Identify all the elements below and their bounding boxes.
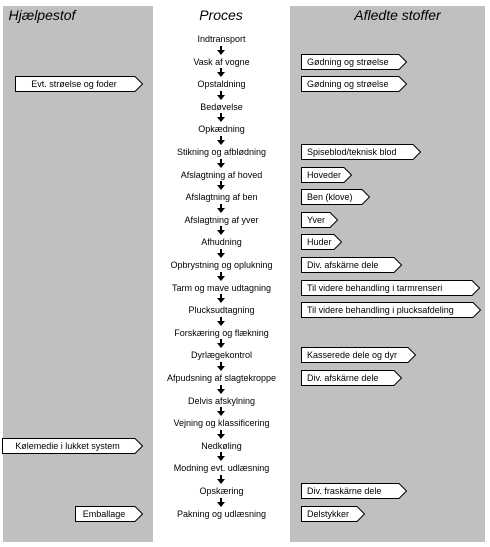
byproduct-output-tag [301, 370, 402, 386]
process-step: Opstaldning [197, 79, 246, 90]
tag-label: Ben (klove) [307, 192, 353, 203]
header-process: Proces [199, 7, 243, 23]
down-arrow-icon [217, 181, 225, 189]
byproduct-output-tag [301, 54, 407, 70]
byproduct-output-tag [301, 144, 421, 160]
tag-label: Yver [307, 214, 326, 225]
process-step: Bedøvelse [200, 101, 243, 112]
tag-label: Hoveder [307, 169, 342, 180]
tag-label: Gødning og strøelse [307, 79, 389, 90]
header-byproducts: Afledte stoffer [354, 7, 441, 23]
tag-label: Emballage [82, 508, 126, 519]
tag-label: Til videre behandling i plucksafdeling [307, 305, 454, 316]
down-arrow-icon [217, 498, 225, 506]
process-step: Afpudsning af slagtekroppe [166, 373, 277, 383]
byproduct-output-tag [301, 257, 402, 273]
tag-label: Spiseblod/teknisk blod [307, 147, 397, 157]
byproduct-output-tag [301, 347, 416, 363]
down-arrow-icon [217, 430, 225, 438]
tag-label: Huder [307, 237, 332, 248]
down-arrow-icon [217, 113, 225, 121]
tag-label: Div. afskärne dele [307, 260, 379, 270]
process-step: Stikning og afblødning [176, 147, 267, 157]
byproduct-output-tag [301, 189, 370, 205]
process-step: Afslagtning af ben [185, 192, 258, 203]
down-arrow-icon [217, 475, 225, 483]
down-arrow-icon [217, 339, 225, 347]
tag-label: Div. afskärne dele [307, 373, 379, 383]
process-step: Modning evt. udlæsning [173, 463, 270, 474]
process-step: Indtransport [197, 34, 246, 44]
tag-label: Kølemedie i lukket system [15, 440, 120, 451]
down-arrow-icon [217, 159, 225, 167]
down-arrow-icon [217, 452, 225, 460]
auxiliary-input-tag [2, 438, 143, 454]
down-arrow-icon [217, 317, 225, 325]
tag-label: Evt. strøelse og foder [31, 79, 117, 90]
down-arrow-icon [217, 226, 225, 234]
tag-label: Gødning og strøelse [307, 56, 389, 67]
process-step: Tarm og mave udtagning [171, 282, 272, 293]
process-step: Opkædning [198, 124, 245, 135]
process-step: Delvis afskylning [187, 395, 256, 406]
byproduct-output-tag [301, 234, 342, 250]
down-arrow-icon [217, 91, 225, 99]
down-arrow-icon [217, 272, 225, 280]
tag-label: Delstykker [307, 508, 350, 519]
byproduct-output-tag [301, 483, 407, 499]
tag-label: Til videre behandling i tarmrenseri [307, 282, 443, 293]
down-arrow-icon [217, 46, 225, 54]
process-step: Opskæring [199, 486, 244, 496]
byproduct-output-tag [301, 167, 352, 183]
down-arrow-icon [217, 204, 225, 212]
tag-label: Kasserede dele og dyr [307, 350, 398, 361]
process-step: Plucksudtagning [188, 305, 255, 316]
down-arrow-icon [217, 362, 225, 370]
process-step: Nedkøling [201, 440, 242, 451]
process-step: Vejning og klassificering [173, 418, 270, 429]
byproduct-output-tag [301, 212, 338, 228]
auxiliary-input-tag [15, 76, 143, 92]
byproduct-output-tag [301, 506, 365, 522]
process-step: Afhudning [201, 237, 242, 248]
process-step: Afslagtning af hoved [180, 169, 263, 180]
byproduct-output-tag [301, 280, 480, 296]
process-step: Forskæring og flækning [174, 327, 269, 338]
process-step: Pakning og udlæsning [176, 508, 267, 519]
byproduct-output-tag [301, 76, 407, 92]
process-step: Opbrystning og oplukning [170, 260, 273, 270]
header-auxiliary: Hjælpestof [8, 7, 76, 23]
byproduct-output-tag [301, 302, 481, 318]
down-arrow-icon [217, 136, 225, 144]
process-step: Afslagtning af yver [184, 214, 259, 225]
down-arrow-icon [217, 249, 225, 257]
down-arrow-icon [217, 68, 225, 76]
down-arrow-icon [217, 294, 225, 302]
tag-label: Div. fraskärne dele [307, 486, 382, 496]
process-step: Dyrlægekontrol [190, 350, 253, 361]
auxiliary-input-tag [75, 506, 143, 522]
down-arrow-icon [217, 407, 225, 415]
process-step: Vask af vogne [193, 56, 250, 67]
down-arrow-icon [217, 385, 225, 393]
